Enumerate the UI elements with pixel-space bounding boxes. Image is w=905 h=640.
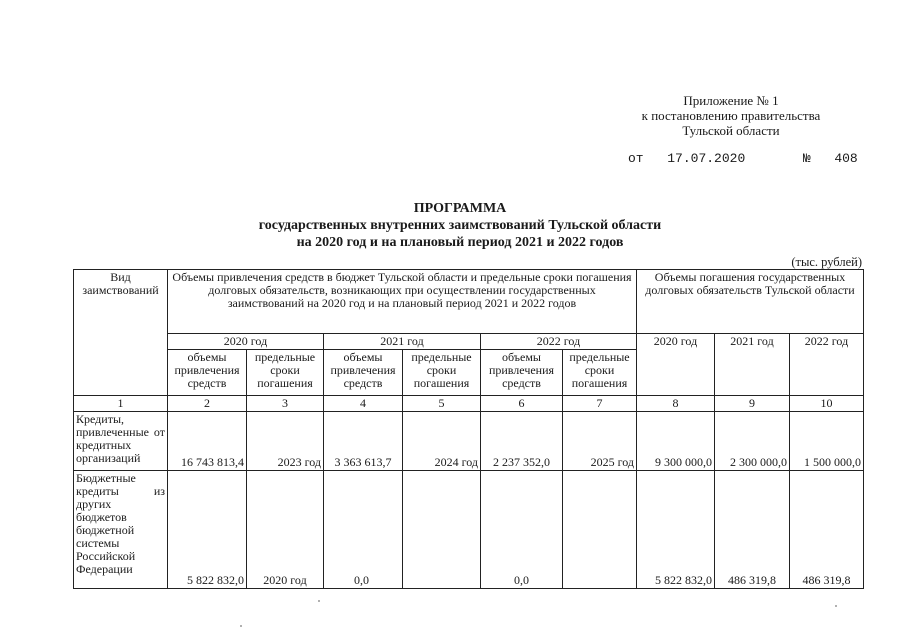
col-num-10: 10 [790, 396, 864, 412]
row-label-budget-credits: Бюджетные кредиты из других бюджетов бюджетной системы Российской Федерации [74, 471, 168, 589]
scan-speck [240, 625, 242, 627]
cell-term-2021: 2024 год [403, 412, 481, 471]
header-repay-year-2021: 2021 год [715, 334, 790, 396]
annex-line-3: Тульской области [682, 123, 780, 138]
cell-volume-2021: 0,0 [324, 471, 403, 589]
borrowing-program-table [73, 269, 864, 589]
col-num-2: 2 [168, 396, 247, 412]
col-num-8: 8 [637, 396, 715, 412]
header-borrowing-type: Вид заимствований [74, 270, 168, 396]
header-year-2020: 2020 год [168, 334, 324, 350]
header-year-2021: 2021 год [324, 334, 481, 350]
cell-volume-2022: 2 237 352,0 [481, 412, 563, 471]
scan-speck [318, 600, 320, 602]
cell-volume-2020: 16 743 813,4 [168, 412, 247, 471]
cell-repay-2022: 486 319,8 [790, 471, 864, 589]
col-num-3: 3 [247, 396, 324, 412]
annex-header [626, 93, 836, 138]
header-repay-year-2022: 2022 год [790, 334, 864, 396]
col-num-6: 6 [481, 396, 563, 412]
col-num-4: 4 [324, 396, 403, 412]
subheader-volume-2020: объемы привлечения средств [168, 350, 247, 396]
decree-number-prefix: № [802, 151, 811, 166]
col-num-9: 9 [715, 396, 790, 412]
header-year-2022: 2022 год [481, 334, 637, 350]
header-repay-year-2020: 2020 год [637, 334, 715, 396]
col-num-5: 5 [403, 396, 481, 412]
cell-repay-2020: 9 300 000,0 [637, 412, 715, 471]
cell-repay-2021: 2 300 000,0 [715, 412, 790, 471]
units-note: (тыс. рублей) [791, 255, 862, 269]
title-line-1: ПРОГРАММА [413, 201, 507, 216]
cell-term-2022 [563, 471, 637, 589]
cell-term-2022: 2025 год [563, 412, 637, 471]
title-line-3: на 2020 год и на плановый период 2021 и 2022 годов [296, 235, 624, 250]
cell-repay-2020: 5 822 832,0 [637, 471, 715, 589]
cell-term-2021 [403, 471, 481, 589]
header-repayment-volumes: Объемы погашения государственных долговых обязательств Тульской области [637, 270, 864, 334]
row-label-credit-orgs: Кредиты, привлеченные от кредитных организаций [74, 412, 168, 471]
decree-number: 408 [834, 151, 858, 166]
cell-volume-2020: 5 822 832,0 [168, 471, 247, 589]
decree-date: 17.07.2020 [667, 151, 746, 166]
table-row [74, 412, 864, 471]
col-num-1: 1 [74, 396, 168, 412]
annex-line-1: Приложение № 1 [683, 93, 779, 108]
cell-volume-2021: 3 363 613,7 [324, 412, 403, 471]
cell-volume-2022: 0,0 [481, 471, 563, 589]
document-title [160, 200, 760, 251]
subheader-term-2021: предельные сроки погашения [403, 350, 481, 396]
subheader-volume-2021: объемы привлечения средств [324, 350, 403, 396]
cell-term-2020: 2023 год [247, 412, 324, 471]
subheader-term-2020: предельные сроки погашения [247, 350, 324, 396]
column-number-row [74, 396, 864, 412]
decree-reference [628, 151, 858, 166]
table-row [74, 471, 864, 589]
cell-repay-2021: 486 319,8 [715, 471, 790, 589]
cell-repay-2022: 1 500 000,0 [790, 412, 864, 471]
annex-line-2: к постановлению правительства [641, 108, 821, 123]
decree-date-prefix: от [628, 151, 644, 166]
title-line-2: государственных внутренних заимствований Тульской области [258, 218, 662, 233]
col-num-7: 7 [563, 396, 637, 412]
header-attraction-volumes: Объемы привлечения средств в бюджет Тульской области и предельные сроки погашения долговых обязательств, возникающих при осуществлении государственных заимствований на 2020 год и на плановый период 2021 и 2022 годов [168, 270, 637, 334]
subheader-term-2022: предельные сроки погашения [563, 350, 637, 396]
cell-term-2020: 2020 год [247, 471, 324, 589]
subheader-volume-2022: объемы привлечения средств [481, 350, 563, 396]
scan-speck [835, 605, 837, 607]
